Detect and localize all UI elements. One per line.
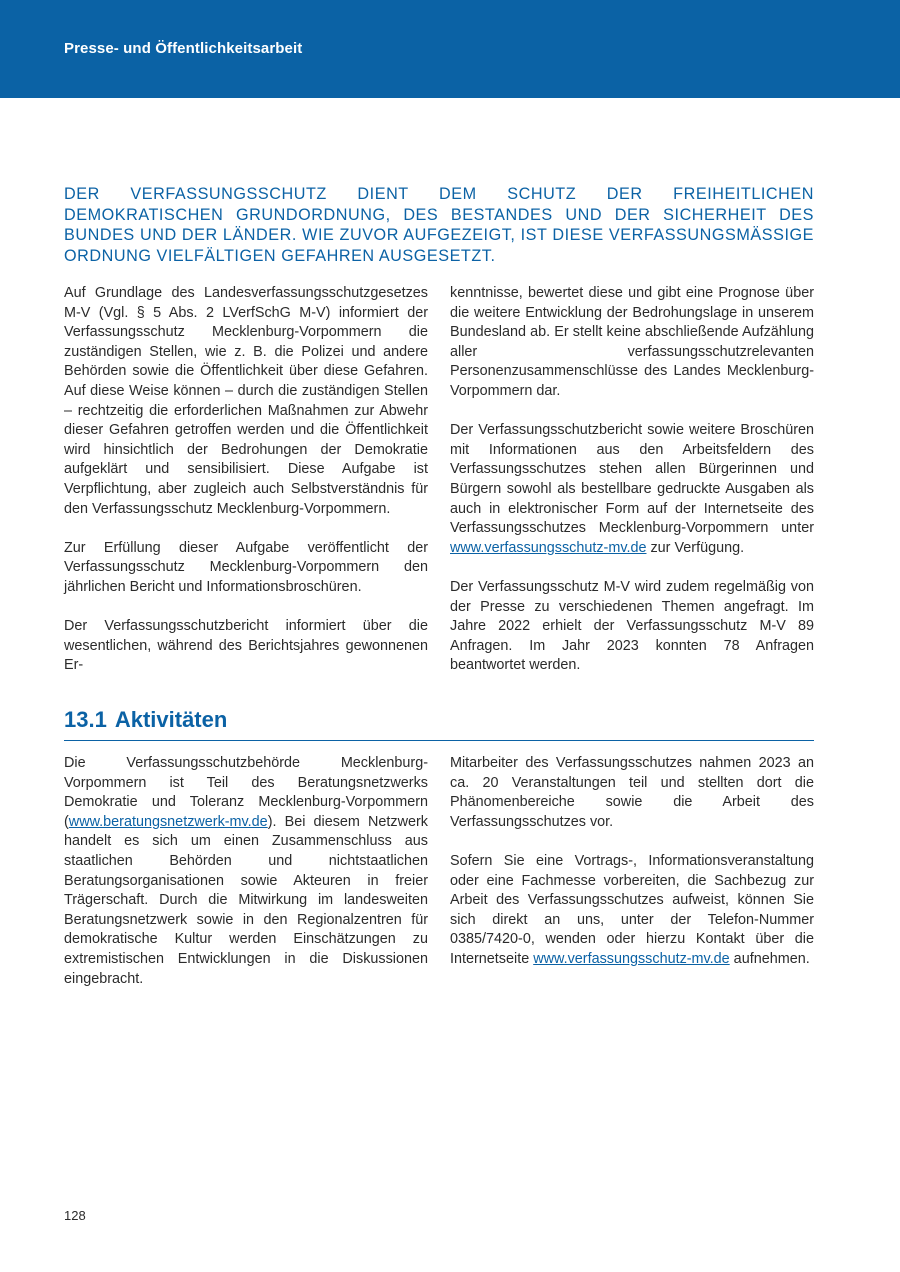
intro-paragraph-5 xyxy=(450,421,814,558)
section-paragraph-3 xyxy=(450,852,814,970)
intro-paragraph-6: Der Verfassungsschutz M-V wird zudem regelmäßig von der Presse zu verschiedenen Themen angefragt. Im Jahre 2022 erhielt der Verfassungsschutz M-V 89 Anfragen. Im Jahr 2023 konnten 78 Anfragen beantwortet werden. xyxy=(450,578,814,674)
section-right-column xyxy=(450,754,814,970)
text-segment: zur Verfügung. xyxy=(646,539,745,556)
text-segment: Die Verfassungsschutzbehörde Mecklenburg-Vorpommern ist Teil des Beratungsnetzwerks Demokratie und Toleranz Mecklenburg-Vorpommern ( xyxy=(64,755,428,830)
intro-paragraph-2: Zur Erfüllung dieser Aufgabe veröffentlicht der Verfassungsschutz Mecklenburg-Vorpommern den jährlichen Bericht und Informationsbroschüren. xyxy=(64,539,428,595)
lead-paragraph: DER VERFASSUNGSSCHUTZ DIENT DEM SCHUTZ DER FREIHEITLICHEN DEMOKRATISCHEN GRUNDORDNUNG, DES BESTANDES UND DER SICHERHEIT DES BUNDES UND DER LÄNDER. WIE ZUVOR AUFGEZEIGT, IST DIESE VERFASSUNGSMÄSSIGE ORDNUNG VIELFÄLTIGEN GEFAHREN AUSGESETZT. xyxy=(64,185,814,265)
intro-right-column xyxy=(450,284,814,676)
intro-left-column xyxy=(64,284,428,676)
intro-paragraph-3: Der Verfassungsschutzbericht informiert über die wesentlichen, während des Berichtsjahres gewonnenen Er- xyxy=(64,618,428,674)
intro-paragraph-1: Auf Grundlage des Landesverfassungsschutzgesetzes M-V (Vgl. § 5 Abs. 2 LVerfSchG M-V) informiert der Verfassungsschutz Mecklenburg-Vorpommern die zuständigen Stellen, wie z. B. die Polizei und andere Behörden sowie die Öffentlichkeit über diese Gefahren. Auf diese Weise können – durch die zuständigen Stellen – rechtzeitig die erforderlichen Maßnahmen zur Abwehr dieser Gefahren getroffen werden und die Öffentlichkeit wird hinsichtlich der Bedrohungen der Demokratie aufgeklärt und sensibilisiert. Diese Aufgabe ist Verpflichtung, aber zugleich auch Selbstverständnis für den Verfassungsschutz Mecklenburg-Vorpommern. xyxy=(64,285,428,517)
text-segment: Sofern Sie eine Vortrags-, Informationsveranstaltung oder eine Fachmesse vorbereiten, die Sachbezug zur Arbeit des Verfassungsschutzes aufweist, können Sie sich direkt an uns, unter der Telefon-Nummer 0385/7420-0, wenden oder hierzu Kontakt über die Internetseite xyxy=(450,852,814,967)
section-title: Aktivitäten xyxy=(114,707,228,732)
section-paragraph-2: Mitarbeiter des Verfassungsschutzes nahmen 2023 an ca. 20 Veranstaltungen teil und stellten dort die Phänomenbereiche sowie die Arbeit des Verfassungsschutzes vor. xyxy=(450,755,814,830)
intro-paragraph-4: kenntnisse, bewertet diese und gibt eine Prognose über die weitere Entwicklung der Bedrohungslage in unserem Bundesland ab. Er stellt keine abschließende Aufzählung aller verfassungsschutzrelevanten Personenzusammenschlüsse des Landes Mecklenburg-Vorpommern dar. xyxy=(450,285,814,399)
website-link[interactable]: www.verfassungsschutz-mv.de xyxy=(450,539,647,556)
section-left-column xyxy=(64,754,428,989)
text-segment: Der Verfassungsschutzbericht sowie weitere Broschüren mit Informationen aus den Arbeitsfeldern des Verfassungsschutzes stehen allen Bürgerinnen und Bürgern sowohl als bestellbare gedruckte Ausgaben als auch in elektronischer Form auf der Internetseite des Verfassungsschutzes Mecklenburg-Vorpommern unter xyxy=(450,422,814,537)
section-paragraph-1 xyxy=(64,754,428,989)
website-link[interactable]: www.verfassungsschutz-mv.de xyxy=(533,950,730,967)
header-title: Presse- und Öffentlichkeitsarbeit xyxy=(64,40,303,57)
network-link[interactable]: www.beratungsnetzwerk-mv.de xyxy=(68,813,268,830)
section-heading xyxy=(64,706,814,741)
page-number: 128 xyxy=(64,1208,86,1223)
text-segment: ). Bei diesem Netzwerk handelt es sich um einen Zusammenschluss aus staatlichen Behörden und nichtstaatlichen Beratungsorganisationen sowie Akteuren in freier Trägerschaft. Durch die Mitwirkung im landesweiten Beratungsnetzwerk sowie in den Regionalzentren für demokratische Kultur werden Einschätzungen zu extremistischen Entwicklungen in die Diskussionen eingebracht. xyxy=(64,813,428,987)
text-segment: aufnehmen. xyxy=(729,950,810,967)
section-number: 13.1 xyxy=(64,707,107,732)
header-band xyxy=(0,0,900,98)
